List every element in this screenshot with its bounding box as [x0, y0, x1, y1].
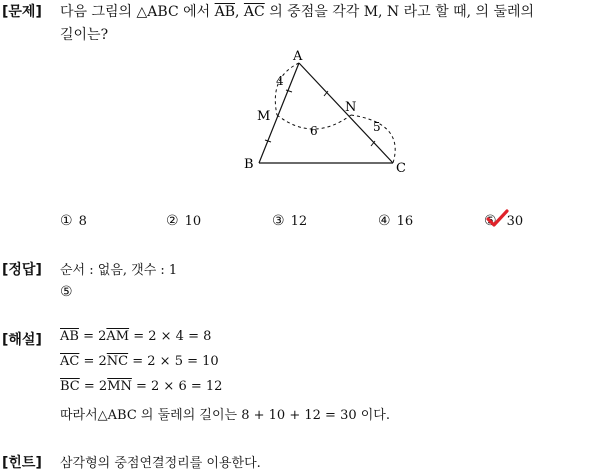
choice-value: 12 — [290, 214, 308, 229]
choice-number: ② — [166, 213, 179, 229]
choice-4[interactable] — [378, 213, 413, 229]
vertex-a-label: A — [293, 49, 303, 64]
segment-ab: $\overline{AB}$ — [214, 4, 236, 20]
choice-value: 10 — [184, 214, 202, 229]
choice-number: ⑤ — [484, 213, 497, 229]
problem-label: [문제] — [2, 4, 42, 20]
choice-number: ① — [60, 213, 73, 229]
answer-value: ⑤ — [60, 284, 73, 300]
answer-meta: 순서 : 없음, 갯수 : 1 — [60, 263, 178, 278]
choice-number: ④ — [378, 213, 391, 229]
answer-label: [정답] — [2, 262, 42, 278]
choice-2[interactable] — [166, 213, 201, 229]
eq-text: = 2 × 6 = 12 — [131, 379, 223, 394]
length-mn-label: 6 — [310, 124, 318, 138]
problem-text-prefix: 다음 그림의 △ABC 에서 — [60, 4, 215, 20]
solution-eq-1 — [60, 329, 211, 344]
hint-text: 삼각형의 중점연결정리를 이용한다. — [60, 456, 261, 471]
eq-segment: $\overline{AB}$ — [60, 329, 79, 344]
eq-text: = 2 × 5 = 10 — [128, 354, 219, 369]
choice-value: 16 — [396, 214, 414, 229]
eq-segment: $\overline{BC}$ — [60, 379, 80, 394]
hint-label: [힌트] — [2, 455, 42, 471]
eq-segment: $\overline{MN}$ — [107, 379, 132, 394]
choice-1[interactable] — [60, 213, 87, 229]
check-mark-icon — [486, 209, 510, 229]
solution-eq-2 — [60, 354, 219, 369]
length-am-label: 4 — [276, 74, 284, 88]
choice-number: ③ — [272, 213, 285, 229]
vertex-b-label: B — [244, 157, 254, 172]
eq-text: = 2 — [79, 354, 107, 369]
eq-text: = 2 — [79, 379, 108, 394]
problem-text-suffix: 의 중점을 각각 M, N 라고 할 때, 의 둘레의 — [264, 4, 535, 20]
eq-text: = 2 — [78, 329, 107, 344]
problem-line-2: 길이는? — [60, 27, 109, 43]
eq-segment: $\overline{NC}$ — [106, 354, 129, 369]
choice-3[interactable] — [272, 213, 307, 229]
choice-value: 8 — [78, 214, 87, 229]
solution-conclusion: 따라서△ABC 의 둘레의 길이는 8 + 10 + 12 = 30 이다. — [60, 408, 390, 423]
vertex-c-label: C — [396, 161, 406, 176]
choice-value: 30 — [506, 214, 524, 229]
eq-segment: $\overline{AC}$ — [60, 354, 80, 369]
eq-segment: $\overline{AM}$ — [106, 329, 130, 344]
triangle-figure — [235, 45, 425, 180]
segment-ac: $\overline{AC}$ — [243, 4, 265, 20]
solution-eq-3 — [60, 379, 222, 394]
solution-label: [해설] — [2, 332, 42, 348]
length-nc-label: 5 — [373, 120, 381, 134]
eq-text: = 2 × 4 = 8 — [129, 329, 212, 344]
midpoint-n-label: N — [345, 100, 357, 115]
comma: , — [235, 4, 244, 20]
problem-line-1 — [60, 1, 534, 21]
midpoint-m-label: M — [257, 109, 271, 124]
